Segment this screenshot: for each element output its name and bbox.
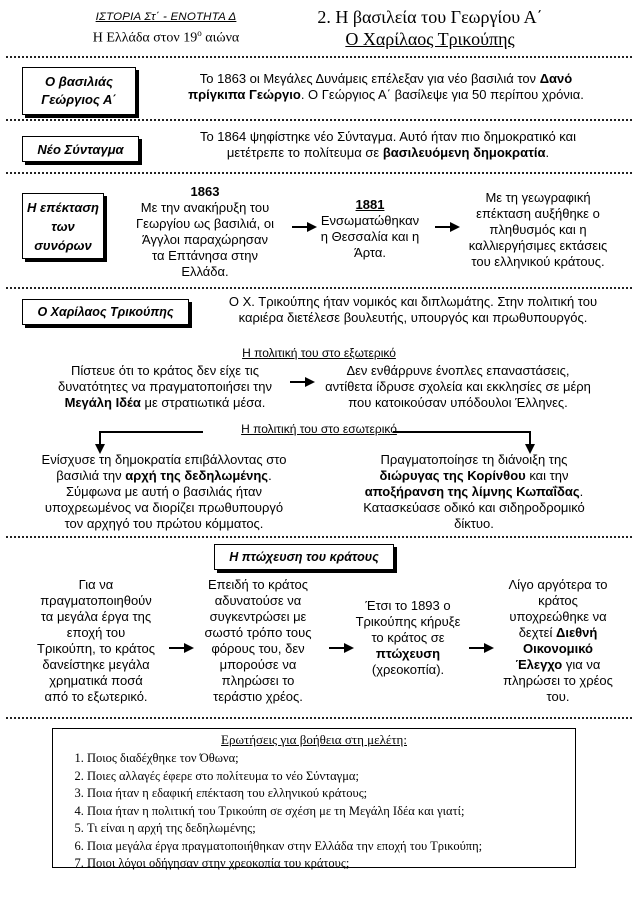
divider: [6, 717, 632, 719]
border-result-text: Με τη γεωγραφική επέκταση αυξήθηκε ο πληθυσμός και η καλλιεργήσιμες εκτάσεις του ελληνικού κράτους.: [468, 190, 608, 269]
bankruptcy-cause-loans: Για να πραγματοποιηθούν τα μεγάλα έργα της εποχή του Τρικούπη, το κράτος δανείστηκε μεγάλα χρηματικά ποσά από το εξωτερικό.: [37, 577, 155, 704]
question-item: 1. Ποιος διαδέχθηκε τον Όθωνα;: [87, 750, 575, 768]
label-border-expansion: Η επέκταση των συνόρων: [22, 193, 104, 259]
page-title: 2. Η βασιλεία του Γεωργίου Α΄: [317, 7, 543, 27]
question-item: 6. Ποια μεγάλα έργα πραγματοποιήθηκαν στην Ελλάδα την εποχή του Τρικούπη;: [87, 838, 575, 856]
divider: [6, 172, 632, 174]
study-questions-box: [52, 728, 576, 868]
study-questions-list: [53, 750, 575, 873]
domestic-policy-heading: Η πολιτική του στο εσωτερικό: [241, 422, 397, 436]
domestic-policy-a: Ενίσχυσε τη δημοκρατία επιβάλλοντας στο βασιλιά την αρχή της δεδηλωμένης. Σύμφωνα με αυτή ο βασιλιάς ήταν υποχρεωμένος να διορίζει πρωθυπουργό τον αρχηγό του πρώτου κόμματος.: [41, 452, 287, 531]
foreign-policy-b: Δεν ενθάρρυνε ένοπλες επαναστάσεις, αντίθετα ίδρυσε σχολεία και εκκλησίες σε μέρη που κατοικούσαν υπόδουλοι Έλληνες.: [325, 363, 591, 410]
label-trikoupis: Ο Χαρίλαος Τρικούπης: [22, 299, 189, 325]
label-constitution: Νέο Σύνταγμα: [22, 136, 139, 162]
divider: [6, 119, 632, 121]
question-item: 3. Ποια ήταν η εδαφική επέκταση του ελληνικού κράτους;: [87, 785, 575, 803]
bankruptcy-declaration: Έτσι το 1893 ο Τρικούπης κήρυξε το κράτος σε πτώχευση (χρεοκοπία).: [355, 598, 461, 677]
header-subtitle: Η Ελλάδα στον $19^o$ αιώνα: [92, 28, 240, 46]
border-1863-text: 1863 Με την ανακήρυξη του Γεωργίου ως βασιλιά, οι Άγγλοι παραχώρησαν τα Επτάνησα στην Ελλάδα.: [135, 184, 275, 279]
trikoupis-bio: Ο Χ. Τρικούπης ήταν νομικός και διπλωμάτης. Στην πολιτική του καριέρα διετέλεσε βουλευτής, υπουργός και πρωθυπουργός.: [228, 294, 598, 325]
foreign-policy-a: Πίστευε ότι το κράτος δεν είχε τις δυνατότητες να πραγματοποιήσει την Μεγάλη Ιδέα με στρατιωτικά μέσα.: [57, 363, 273, 410]
question-item: 5. Τι είναι η αρχή της δεδηλωμένης;: [87, 820, 575, 838]
constitution-text: Το 1864 ψηφίστηκε νέο Σύνταγμα. Αυτό ήταν πιο δημοκρατικό και μετέτρεπε το πολίτευμα σε βασιλευόμενη δημοκρατία.: [199, 129, 577, 160]
label-king-george: Ο βασιλιάς Γεώργιος Α΄: [22, 67, 136, 115]
question-item: 2. Ποιες αλλαγές έφερε στο πολίτευμα το νέο Σύνταγμα;: [87, 768, 575, 786]
divider: [6, 56, 632, 58]
divider: [6, 287, 632, 289]
border-1881-text: 1881 Ενσωματώθηκαν η Θεσσαλία και η Άρτα.: [320, 197, 420, 260]
label-bankruptcy: Η πτώχευση του κράτους: [214, 544, 394, 570]
king-george-text: Το 1863 οι Μεγάλες Δυνάμεις επέλεξαν για νέο βασιλιά τον Δανό πρίγκιπα Γεώργιο. Ο Γεώργιος Α΄ βασίλεψε για 50 περίπου χρόνια.: [188, 71, 584, 102]
domestic-policy-b: Πραγματοποίησε τη διάνοιξη της διώρυγας της Κορίνθου και την αποξήρανση της λίμνης Κωπαΐδας. Κατασκεύασε οδικό και σιδηροδρομικό δίκτυο.: [363, 452, 585, 531]
divider: [6, 536, 632, 538]
bankruptcy-cause-taxes: Επειδή το κράτος αδυνατούσε να συγκεντρώσει με σωστό τρόπο τους φόρους του, δεν μπορούσε να πληρώσει το τεράστιο χρέος.: [204, 577, 312, 704]
question-item: 4. Ποια ήταν η πολιτική του Τρικούπη σε σχέση με τη Μεγάλη Ιδέα και γιατί;: [87, 803, 575, 821]
foreign-policy-heading: Η πολιτική του στο εξωτερικό: [242, 346, 396, 360]
subject-tag: ΙΣΤΟΡΙΑ Στ΄ - ΕΝΟΤΗΤΑ Δ: [95, 11, 237, 23]
study-questions-title: Ερωτήσεις για βοήθεια στη μελέτη:: [221, 732, 407, 747]
question-item: 7. Ποιοι λόγοι οδήγησαν στην χρεοκοπία του κράτους;: [87, 855, 575, 873]
international-control: Λίγο αργότερα το κράτος υποχρεώθηκε να δεχτεί Διεθνή Οικονομικό Έλεγχο για να πληρώσει το χρέος του.: [503, 577, 613, 704]
page-subtitle: Ο Χαρίλαος Τρικούπης: [345, 29, 515, 49]
